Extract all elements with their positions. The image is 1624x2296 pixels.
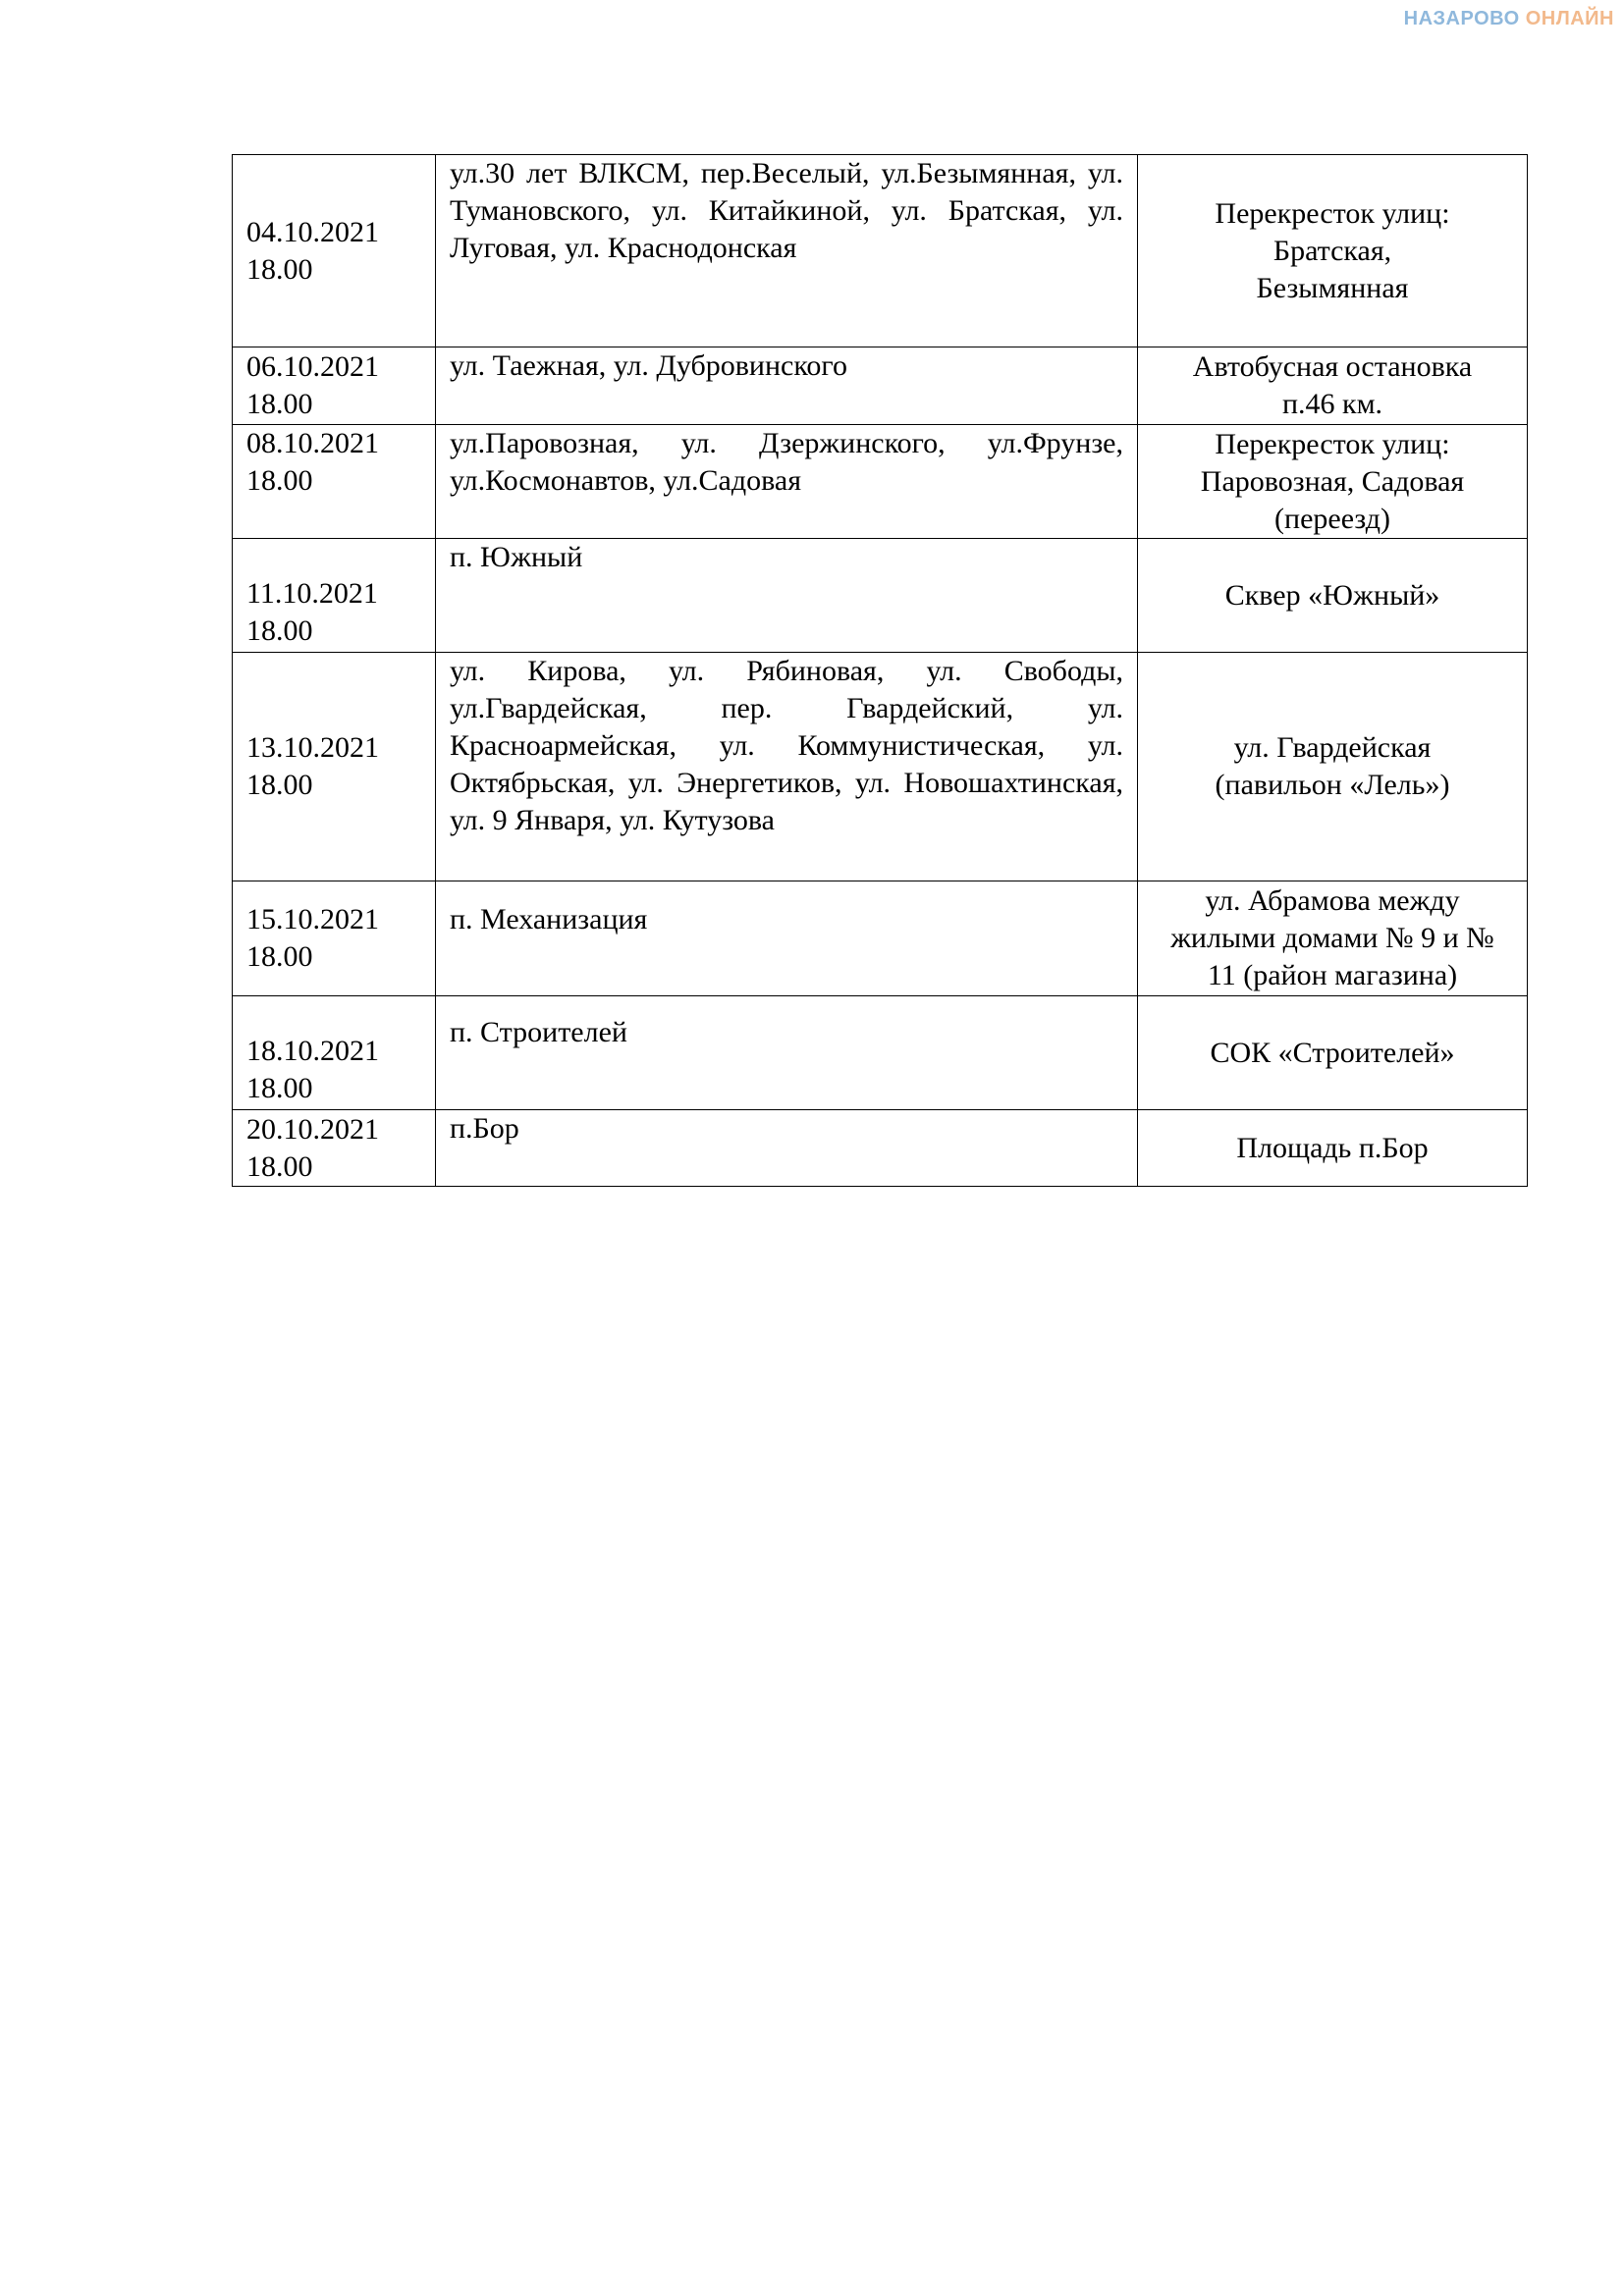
streets-cell: ул.Паровозная, ул. Дзержинского, ул.Фрунзе, ул.Космонавтов, ул.Садовая: [436, 425, 1138, 539]
time-text: 18.00: [246, 1149, 313, 1183]
date-cell: [233, 425, 436, 539]
place-cell: [1138, 539, 1528, 653]
streets-cell: ул. Кирова, ул. Рябиновая, ул. Свободы, ул.Гвардейская, пер. Гвардейский, ул. Красноармейская, ул. Коммунистическая, ул. Октябрьская, ул. Энергетиков, ул. Новошахтинская, ул. 9 Января, ул. Кутузова: [436, 653, 1138, 881]
watermark-logo: [1404, 8, 1614, 30]
place-cell: [1138, 881, 1528, 996]
place-line: СОК «Строителей»: [1210, 1036, 1455, 1069]
place-line: ул. Гвардейская: [1233, 731, 1432, 764]
place-line: п.46 км.: [1281, 388, 1383, 420]
date-text: 11.10.2021: [246, 577, 378, 610]
streets-cell: п.Бор: [436, 1110, 1138, 1187]
table-row: [233, 155, 1528, 347]
place-line: Братская,: [1272, 234, 1392, 267]
table-row: [233, 1110, 1528, 1187]
date-cell: [233, 347, 436, 425]
time-text: 18.00: [246, 940, 313, 973]
date-cell: [233, 653, 436, 881]
place-cell: [1138, 653, 1528, 881]
table-row: [233, 539, 1528, 653]
place-line: Паровозная, Садовая: [1200, 464, 1465, 498]
table-row: [233, 881, 1528, 996]
time-text: 18.00: [246, 614, 313, 647]
place-line: жилыми домами № 9 и №: [1170, 922, 1494, 954]
date-text: 04.10.2021: [246, 215, 379, 248]
time-text: 18.00: [246, 1072, 313, 1104]
place-line: Безымянная: [1256, 271, 1409, 304]
time-text: 18.00: [246, 388, 313, 420]
place-line: ул. Абрамова между: [1205, 884, 1460, 917]
date-text: 13.10.2021: [246, 731, 379, 764]
date-cell: [233, 996, 436, 1110]
time-text: 18.00: [246, 464, 313, 497]
place-line: (павильон «Лель»): [1215, 769, 1450, 801]
place-cell: [1138, 155, 1528, 347]
watermark-part-2: ОНЛАЙН: [1525, 8, 1614, 29]
date-cell: [233, 155, 436, 347]
streets-cell: ул. Таежная, ул. Дубровинского: [436, 347, 1138, 425]
place-line: (переезд): [1274, 502, 1390, 535]
place-cell: [1138, 347, 1528, 425]
table-row: [233, 347, 1528, 425]
streets-cell: п. Механизация: [436, 881, 1138, 996]
date-cell: [233, 539, 436, 653]
place-line: Автобусная остановка: [1192, 350, 1473, 383]
streets-cell: ул.30 лет ВЛКСМ, пер.Веселый, ул.Безымянная, ул. Тумановского, ул. Китайкиной, ул. Братская, ул. Луговая, ул. Краснодонская: [436, 155, 1138, 347]
date-text: 18.10.2021: [246, 1035, 379, 1067]
table-row: [233, 425, 1528, 539]
place-cell: [1138, 996, 1528, 1110]
place-line: 11 (район магазина): [1207, 959, 1458, 991]
watermark-part-1: НАЗАРОВО: [1403, 8, 1520, 29]
date-text: 08.10.2021: [246, 427, 379, 459]
place-line: Перекресток улиц:: [1215, 196, 1450, 230]
schedule-table: [232, 154, 1528, 1187]
place-cell: [1138, 425, 1528, 539]
date-text: 06.10.2021: [246, 350, 379, 383]
streets-cell: п. Строителей: [436, 996, 1138, 1110]
table-row: [233, 653, 1528, 881]
date-text: 20.10.2021: [246, 1112, 379, 1146]
place-line: Площадь п.Бор: [1236, 1131, 1429, 1164]
place-line: Перекресток улиц:: [1215, 427, 1450, 460]
table-row: [233, 996, 1528, 1110]
date-cell: [233, 881, 436, 996]
streets-cell: п. Южный: [436, 539, 1138, 653]
date-cell: [233, 1110, 436, 1187]
date-text: 15.10.2021: [246, 903, 379, 935]
time-text: 18.00: [246, 769, 313, 801]
time-text: 18.00: [246, 252, 313, 286]
place-line: Сквер «Южный»: [1224, 578, 1440, 612]
place-cell: [1138, 1110, 1528, 1187]
